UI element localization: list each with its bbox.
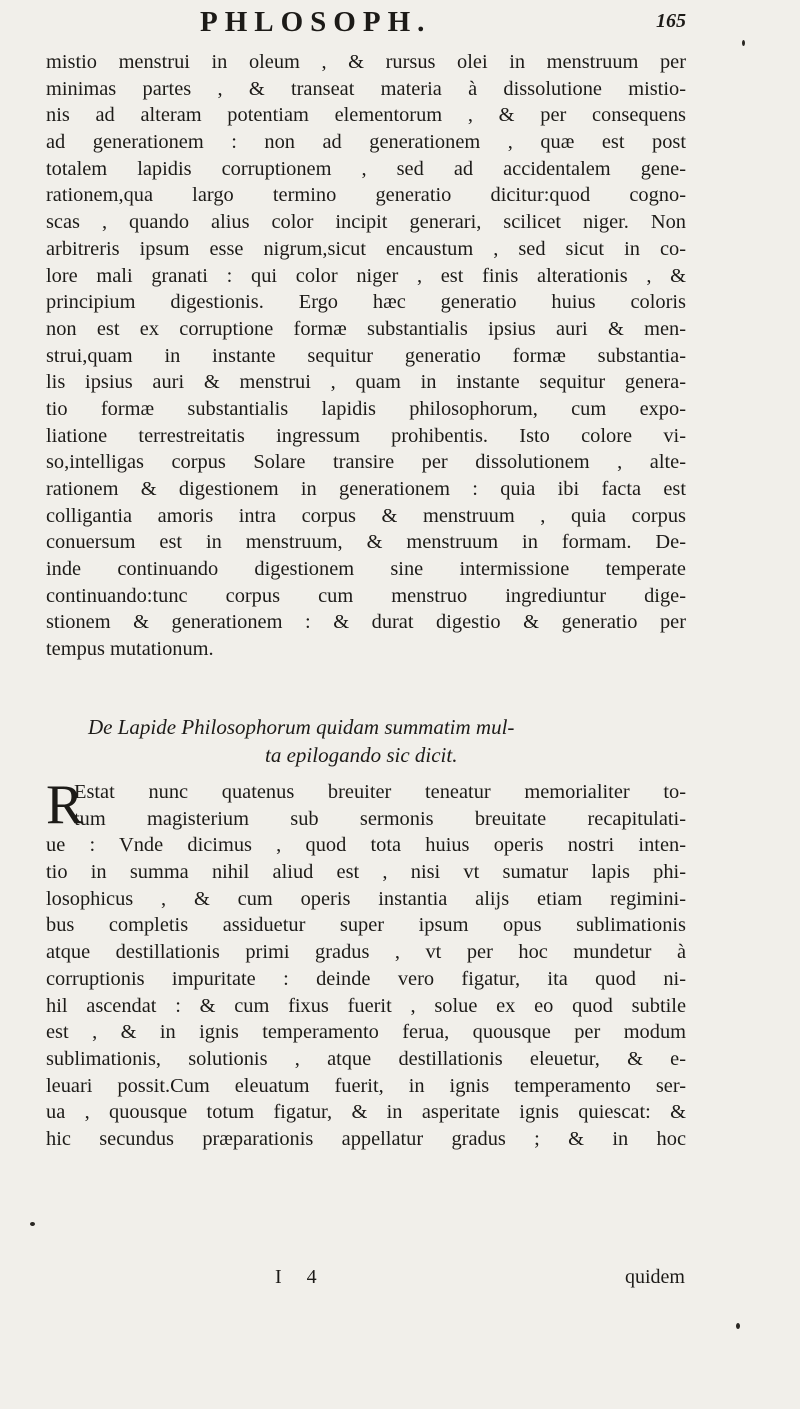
- text-line: non est ex corruptione formæ substantialis ipsius auri & men-: [46, 317, 686, 340]
- running-title: PHLOSOPH.: [200, 6, 432, 38]
- text-line: tio formæ substantialis lapidis philosophorum, cum expo-: [46, 397, 686, 420]
- catchword: quidem: [625, 1266, 685, 1288]
- text-line: mistio menstrui in oleum , & rursus olei in menstruum per: [46, 51, 686, 73]
- ink-speck: [736, 1323, 740, 1329]
- ink-speck: [742, 40, 745, 46]
- text-line: continuando:tunc corpus cum menstruo ingrediuntur dige-: [46, 584, 686, 607]
- text-line: corruptionis impuritate : deinde vero figatur, ita quod ni-: [46, 967, 686, 990]
- text-line: lore mali granati : qui color niger , est finis alterationis , &: [46, 264, 686, 287]
- text-line: hic secundus præparationis appellatur gradus ; & in hoc: [46, 1127, 686, 1150]
- text-line: atque destillationis primi gradus , vt per hoc mundetur à: [46, 941, 686, 964]
- ink-speck: [30, 1222, 35, 1226]
- text-line: tum magisterium sub sermonis breuitate recapitulati-: [74, 807, 686, 830]
- paragraph-2: [46, 774, 686, 1153]
- paragraph-1: [46, 49, 686, 663]
- catchline: [0, 1266, 800, 1296]
- text-line: leuari possit.Cum eleuatum fuerit, in ignis temperamento ser-: [46, 1074, 686, 1097]
- text-line: nis ad alteram potentiam elementorum , & per consequens: [46, 104, 686, 127]
- drop-cap: R: [46, 774, 84, 836]
- text-line: conuersum est in menstruum, & menstruum in formam. De-: [46, 531, 686, 554]
- text-line: so,intelligas corpus Solare transire per dissolutionem , alte-: [46, 451, 686, 474]
- text-line: scas , quando alius color incipit generari, scilicet niger. Non: [46, 211, 686, 234]
- text-line: minimas partes , & transeat materia à dissolutione mistio-: [46, 77, 686, 100]
- heading-line: De Lapide Philosophorum quidam summatim mul-: [88, 715, 515, 739]
- signature-mark: I 4: [275, 1266, 327, 1288]
- text-line: ad generationem : non ad generationem , quæ est post: [46, 131, 686, 154]
- text-line: sublimationis, solutionis , atque destillationis eleuetur, & e-: [46, 1047, 686, 1070]
- heading-line: ta epilogando sic dicit.: [265, 743, 458, 767]
- text-line: principium digestionis. Ergo hæc generatio huius coloris: [46, 291, 686, 314]
- text-line: est , & in ignis temperamento ferua, quousque per modum: [46, 1021, 686, 1044]
- text-line: hil ascendat : & cum fixus fuerit , solue ex eo quod subtile: [46, 994, 686, 1017]
- text-line: tio in summa nihil aliud est , nisi vt sumatur lapis phi-: [46, 861, 686, 884]
- text-line: losophicus , & cum operis instantia alijs etiam regimini-: [46, 887, 686, 910]
- text-line: liatione terrestreitatis ingressum prohibentis. Isto colore vi-: [46, 424, 686, 447]
- text-line: tempus mutationum.: [46, 638, 214, 661]
- text-line: rationem & digestionem in generationem : quia ibi facta est: [46, 478, 686, 500]
- text-line: ua , quousque totum figatur, & in asperitate ignis quiescat: &: [46, 1101, 686, 1124]
- running-head: [0, 6, 800, 42]
- page-number: 165: [656, 10, 686, 32]
- text-line: Estat nunc quatenus breuiter teneatur memorialiter to-: [74, 781, 686, 803]
- text-line: inde continuando digestionem sine intermissione temperate: [46, 558, 686, 581]
- text-line: stionem & generationem : & durat digestio & generatio per: [46, 611, 686, 634]
- text-line: ue : Vnde dicimus , quod tota huius operis nostri inten-: [46, 834, 686, 857]
- text-line: arbitreris ipsum esse nigrum,sicut encaustum , sed sicut in co-: [46, 237, 686, 260]
- text-line: lis ipsius auri & menstrui , quam in instante sequitur genera-: [46, 371, 686, 394]
- text-line: bus completis assiduetur super ipsum opus sublimationis: [46, 914, 686, 937]
- text-line: rationem,qua largo termino generatio dicitur:quod cogno-: [46, 184, 686, 207]
- text-line: strui,quam in instante sequitur generatio formæ substantia-: [46, 344, 686, 367]
- text-line: totalem lapidis corruptionem , sed ad accidentalem gene-: [46, 157, 686, 180]
- section-heading: [88, 713, 688, 769]
- text-line: colligantia amoris intra corpus & menstruum , quia corpus: [46, 504, 686, 527]
